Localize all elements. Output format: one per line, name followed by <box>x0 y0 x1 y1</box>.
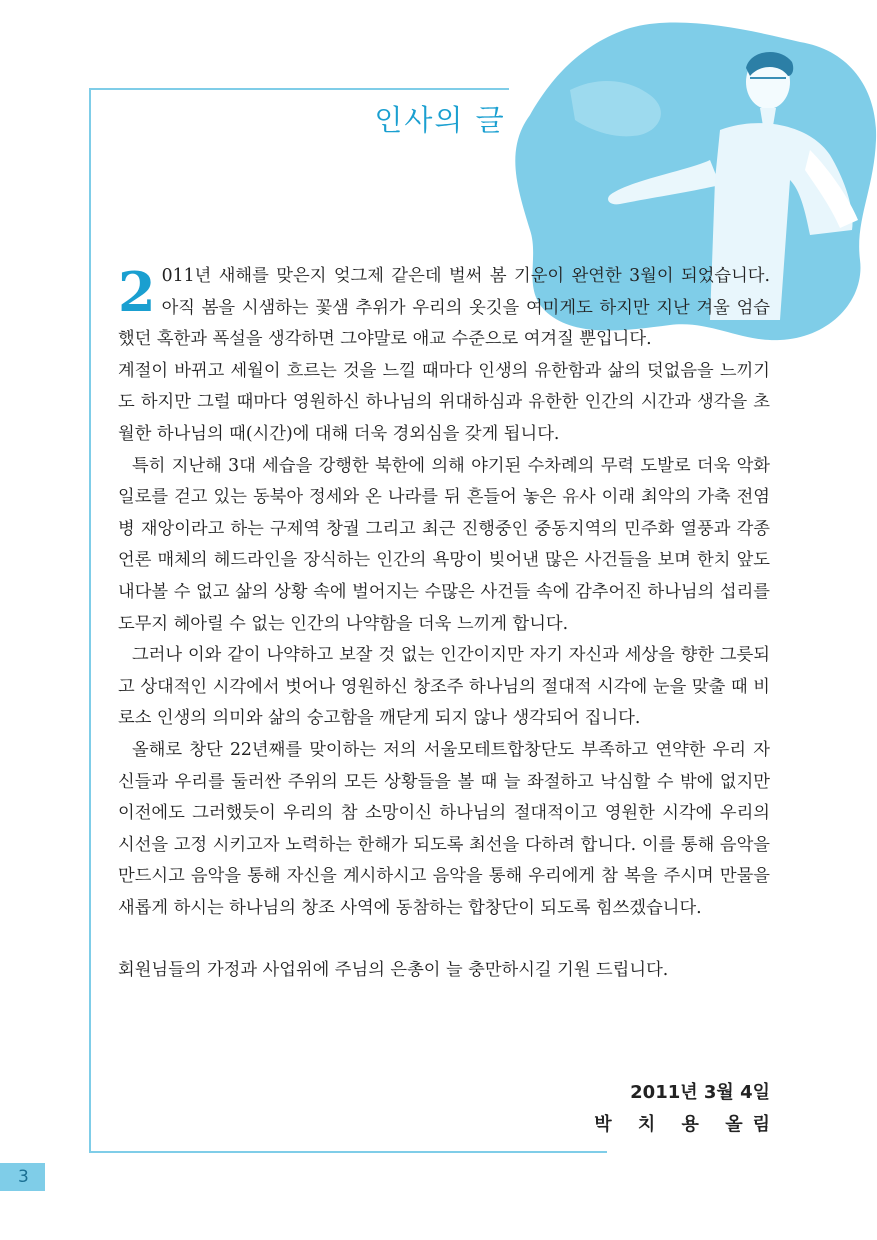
frame-top-line <box>89 88 509 90</box>
drop-cap: 2 <box>118 260 156 324</box>
page-number-tab: 3 <box>0 1163 45 1191</box>
paragraph-2: 계절이 바뀌고 세월이 흐르는 것을 느낄 때마다 인생의 유한함과 삶의 덧없음을 느끼기도 하지만 그럴 때마다 영원하신 하나님의 위대하심과 유한한 인간의 시간과 생각을 초월한 하나님의 때(시간)에 대해 더욱 경외심을 갖게 됩니다. <box>118 360 770 444</box>
page-title: 인사의 글 <box>374 103 506 137</box>
signature-block <box>594 1077 780 1141</box>
signature-date: 2011년 3월 4일 <box>630 1082 770 1103</box>
frame-bottom-line <box>89 1151 607 1153</box>
paragraph-6: 회원님들의 가정과 사업위에 주님의 은총이 늘 충만하시길 기원 드립니다. <box>118 960 669 981</box>
letter-body <box>118 261 770 987</box>
signature-name: 박 치 용 올림 <box>594 1114 780 1135</box>
paragraph-5: 올해로 창단 22년째를 맞이하는 저의 서울모테트합창단도 부족하고 연약한 우리 자신들과 우리를 둘러싼 주위의 모든 상황들을 볼 때 늘 좌절하고 낙심할 수 밖에 없지만 이전에도 그러했듯이 우리의 참 소망이신 하나님의 절대적이고 영원한 시각에 우리의 시선을 고정 시키고자 노력하는 한해가 되도록 최선을 다하려 합니다. 이를 통해 음악을 만드시고 음악을 통해 자신을 계시하시고 음악을 통해 우리에게 참 복을 주시며 만물을 새롭게 하시는 하나님의 창조 사역에 동참하는 합창단이 되도록 힘쓰겠습니다. <box>118 739 770 918</box>
paragraph-1: 2 011년 새해를 맞은지 엊그제 같은데 벌써 봄 기운이 완연한 3월이 되었습니다. 아직 봄을 시샘하는 꽃샘 추위가 우리의 옷깃을 여미게도 하지만 지난 겨울 엄습했던 혹한과 폭설을 생각하면 그야말로 애교 수준으로 여겨질 뿐입니다. <box>118 260 770 350</box>
paragraph-4: 그러나 이와 같이 나약하고 보잘 것 없는 인간이지만 자기 자신과 세상을 향한 그릇되고 상대적인 시각에서 벗어나 영원하신 창조주 하나님의 절대적 시각에 눈을 맞출 때 비로소 인생의 의미와 삶의 숭고함을 깨닫게 되지 않나 생각되어 집니다. <box>118 645 770 729</box>
paragraph-3: 특히 지난해 3대 세습을 강행한 북한에 의해 야기된 수차례의 무력 도발로 더욱 악화 일로를 걷고 있는 동북아 정세와 온 나라를 뒤 흔들어 놓은 유사 이래 최악의 가축 전염병 재앙이라고 하는 구제역 창궐 그리고 최근 진행중인 중동지역의 민주화 열풍과 각종 언론 매체의 헤드라인을 장식하는 인간의 욕망이 빚어낸 많은 사건들을 보며 한치 앞도 내다볼 수 없고 삶의 상황 속에 벌어지는 수많은 사건들 속에 감추어진 하나님의 섭리를 도무지 헤아릴 수 없는 인간의 나약함을 더욱 느끼게 합니다. <box>118 455 770 634</box>
paragraph-gap <box>118 924 770 955</box>
frame-left-line <box>89 88 91 1152</box>
